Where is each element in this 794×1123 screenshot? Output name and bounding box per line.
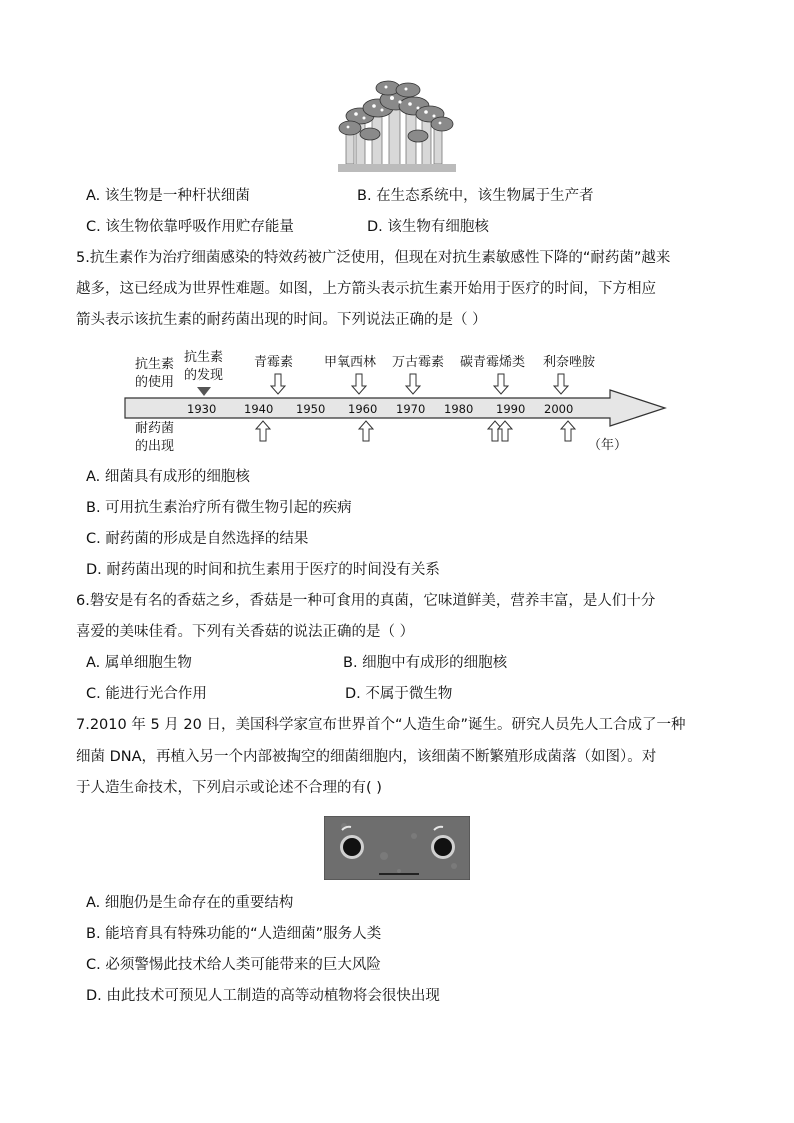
up-arrow-linezolid-resistance — [561, 421, 575, 441]
year-1980: 1980 — [444, 402, 474, 416]
antibiotic-methicillin: 甲氧西林 — [324, 355, 377, 370]
q5-option-a[interactable]: A. 细菌具有成形的细胞核 — [86, 469, 250, 485]
down-arrow-linezolid — [554, 374, 568, 394]
antibiotic-carbapenem: 碳青霉烯类 — [460, 355, 526, 370]
year-2000: 2000 — [544, 402, 574, 416]
q4-option-b[interactable]: B. 在生态系统中，该生物属于生产者 — [357, 188, 594, 204]
label-resistance-1: 耐药菌 — [135, 421, 175, 436]
q6-option-b[interactable]: B. 细胞中有成形的细胞核 — [343, 655, 508, 671]
q4-option-c[interactable]: C. 该生物依靠呼吸作用贮存能量 — [86, 219, 294, 235]
q5-option-b[interactable]: B. 可用抗生素治疗所有微生物引起的疾病 — [86, 500, 352, 516]
q7-option-b[interactable]: B. 能培育具有特殊功能的“人造细菌”服务人类 — [86, 926, 382, 942]
bacteria-colony-photo — [324, 816, 470, 884]
label-discovery-1: 抗生素 — [184, 350, 224, 365]
label-antibiotic-use-1: 抗生素 — [135, 357, 175, 372]
year-1970: 1970 — [396, 402, 426, 416]
antibiotic-timeline — [120, 346, 680, 458]
label-discovery-2: 的发现 — [184, 368, 224, 383]
up-arrow-penicillin-resistance — [256, 421, 270, 441]
year-1960: 1960 — [348, 402, 378, 416]
q6-stem-line-2: 喜爱的美味佳肴。下列有关香菇的说法正确的是（ ） — [76, 624, 415, 640]
unit-year: （年） — [588, 438, 628, 453]
q7-stem-line-2: 细菌 DNA，再植入另一个内部被掏空的细菌细胞内，该细菌不断繁殖形成菌落（如图）。对 — [76, 749, 657, 765]
q7-stem-line-3: 于人造生命技术，下列启示或论述不合理的有( ) — [76, 780, 382, 796]
q5-stem-line-2: 越多，这已经成为世界性难题。如图，上方箭头表示抗生素开始用于医疗的时间，下方相应 — [76, 281, 656, 297]
q7-stem-line-1: 7.2010 年 5 月 20 日，美国科学家宣布世界首个“人造生命”诞生。研究人员先人工合成了一种 — [76, 717, 686, 733]
q6-option-c[interactable]: C. 能进行光合作用 — [86, 686, 207, 702]
up-arrow-methicillin-resistance — [359, 421, 373, 441]
up-arrow-vancomycin-resistance — [488, 421, 502, 441]
q4-option-d[interactable]: D. 该生物有细胞核 — [367, 219, 489, 235]
q6-option-a[interactable]: A. 属单细胞生物 — [86, 655, 192, 671]
q5-option-c[interactable]: C. 耐药菌的形成是自然选择的结果 — [86, 531, 309, 547]
down-arrow-penicillin — [271, 374, 285, 394]
q7-option-a[interactable]: A. 细胞仍是生命存在的重要结构 — [86, 895, 294, 911]
down-arrow-methicillin — [352, 374, 366, 394]
year-1940: 1940 — [244, 402, 274, 416]
antibiotic-linezolid: 利奈唑胺 — [543, 355, 596, 370]
q7-option-d[interactable]: D. 由此技术可预见人工制造的高等动植物将会很快出现 — [86, 988, 440, 1004]
year-1950: 1950 — [296, 402, 326, 416]
q6-option-d[interactable]: D. 不属于微生物 — [345, 686, 453, 702]
q7-option-c[interactable]: C. 必须警惕此技术给人类可能带来的巨大风险 — [86, 957, 381, 973]
antibiotic-penicillin: 青霉素 — [254, 355, 294, 370]
down-arrow-carbapenem — [494, 374, 508, 394]
label-resistance-2: 的出现 — [135, 439, 175, 454]
year-1990: 1990 — [496, 402, 526, 416]
q6-stem-line-1: 6.磐安是有名的香菇之乡，香菇是一种可食用的真菌，它味道鲜美，营养丰富，是人们十分 — [76, 593, 656, 609]
antibiotic-vancomycin: 万古霉素 — [392, 355, 445, 370]
year-1930: 1930 — [187, 402, 217, 416]
mushroom-photo — [334, 78, 460, 176]
discovery-marker — [197, 387, 211, 396]
q5-stem-line-1: 5.抗生素作为治疗细菌感染的特效药被广泛使用，但现在对抗生素敏感性下降的“耐药菌”越来 — [76, 250, 671, 266]
q5-stem-line-3: 箭头表示该抗生素的耐药菌出现的时间。下列说法正确的是（ ） — [76, 312, 487, 328]
q5-option-d[interactable]: D. 耐药菌出现的时间和抗生素用于医疗的时间没有关系 — [86, 562, 440, 578]
up-arrow-carbapenem-resistance — [498, 421, 512, 441]
q4-option-a[interactable]: A. 该生物是一种杆状细菌 — [86, 188, 250, 204]
label-antibiotic-use-2: 的使用 — [135, 375, 175, 390]
down-arrow-vancomycin — [406, 374, 420, 394]
